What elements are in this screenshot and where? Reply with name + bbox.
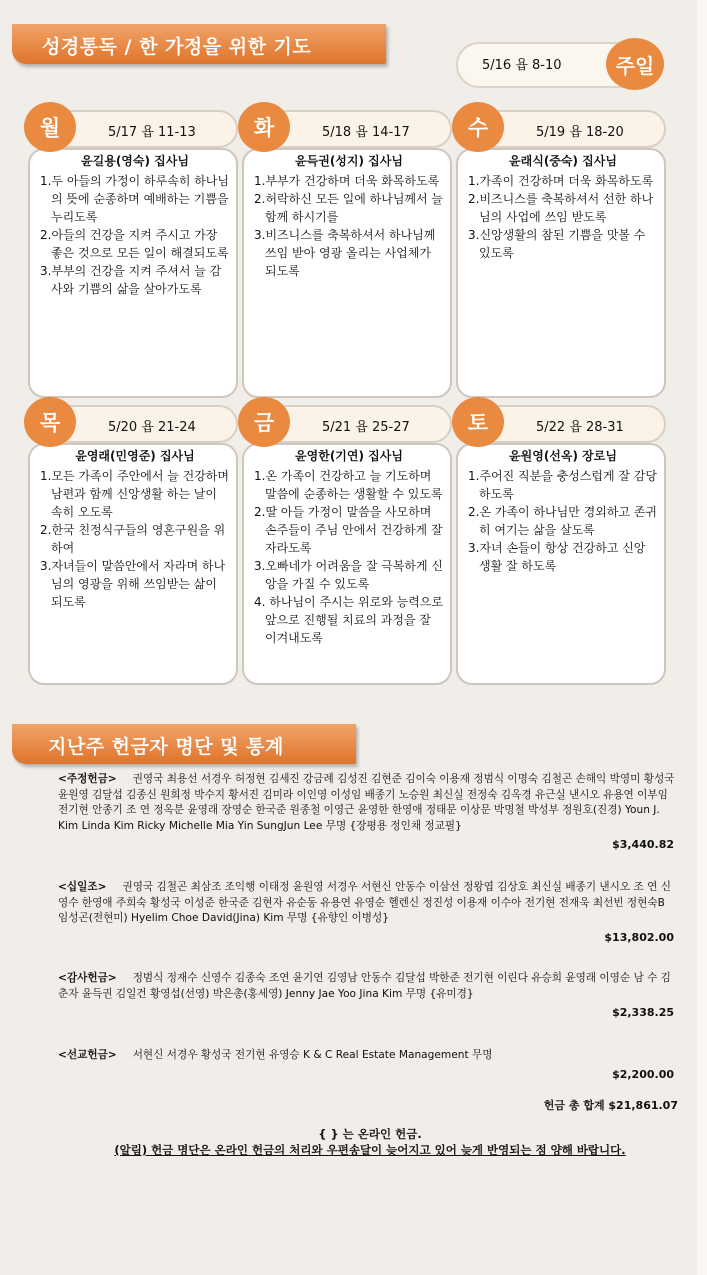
prayer-item: 1.모든 가족이 주안에서 늘 건강하며 남편과 함께 신앙생활 하는 날이 속히 오도록 [40, 469, 229, 519]
family-name: 윤영한(기연) 집사님 [295, 449, 403, 463]
prayer-item: 1.주어진 직분을 충성스럽게 잘 감당하도록 [468, 469, 657, 501]
offering-block-tithe [58, 880, 678, 945]
offering-block-mission [58, 1048, 678, 1082]
day-circle: 수 [452, 102, 504, 152]
day-card-body [456, 443, 666, 685]
prayer-item: 1.온 가족이 건강하고 늘 기도하며 말씀에 순종하는 생활할 수 있도록 [254, 469, 443, 501]
prayer-item: 3.자녀들이 말씀안에서 자라며 하나님의 영광을 위해 쓰임받는 삶이 되도록 [40, 559, 226, 609]
prayer-item: 2.온 가족이 하나님만 경외하고 존귀히 여기는 삶을 살도록 [468, 505, 657, 537]
offering-amount: $3,440.82 [612, 838, 674, 851]
family-name: 윤영래(민영준) 집사님 [75, 449, 195, 463]
family-name: 윤원영(선옥) 장로님 [509, 449, 617, 463]
day-reading-ref: 5/21 욥 25-27 [322, 420, 410, 435]
offering-text [58, 772, 678, 834]
prayer-item: 3.신앙생활의 참된 기쁨을 맛볼 수 있도록 [468, 228, 646, 260]
prayer-item: 3.비즈니스를 축복하셔서 하나님께 쓰임 받아 영광 올리는 사업체가 되도록 [254, 228, 436, 278]
sunday-reading-ref: 5/16 욥 8-10 [482, 58, 562, 73]
offering-names: 서현신 서경우 황성국 전기현 유영승 K & C Real Estate Management 무명 [132, 1049, 493, 1061]
notice-text: (알림) 헌금 명단은 온라인 헌금의 처리와 우편송달이 늦어지고 있어 늦게 반영되는 점 양해 바랍니다. [114, 1143, 626, 1157]
offering-amount: $2,338.25 [612, 1006, 674, 1019]
prayer-item: 2.딸 아들 가정이 말씀을 사모하며 손주들이 주님 안에서 건강하게 잘 자라도록 [254, 505, 443, 555]
day-reading-ref: 5/20 욥 21-24 [108, 420, 196, 435]
day-circle: 토 [452, 397, 504, 447]
offering-amount: $13,802.00 [604, 930, 674, 944]
day-card-body [456, 148, 666, 398]
day-reading-ref: 5/19 욥 18-20 [536, 125, 624, 140]
prayer-item: 3.자녀 손들이 항상 건강하고 신앙 생활 잘 하도록 [468, 541, 646, 573]
offering-banner: 지난주 헌금자 명단 및 통계 [12, 724, 356, 764]
prayer-item: 1.부부가 건강하며 더욱 화목하도록 [254, 174, 440, 188]
day-reading-ref: 5/22 욥 28-31 [536, 420, 624, 435]
offering-block-thanks [58, 971, 678, 1021]
offering-text [58, 1048, 678, 1064]
day-circle: 목 [24, 397, 76, 447]
day-card-body [242, 148, 452, 398]
prayer-item: 1.가족이 건강하며 더욱 화목하도록 [468, 174, 654, 188]
prayer-item: 2.아들의 건강을 지켜 주시고 가장 좋은 것으로 모든 일이 해결되도록 [40, 228, 229, 260]
offering-text [58, 880, 678, 927]
family-name: 윤길용(영숙) 집사님 [81, 154, 189, 168]
sunday-reading [456, 42, 662, 88]
offering-names: 정범식 정재수 신영수 김종숙 조연 윤기연 김영남 안동수 김달섭 박한준 전기현 이린다 유승희 윤영래 이영순 남 수 김춘자 윤득권 김일건 황영섭(선영) 박은총(홍세영) Jenny Jae Yoo Jina Kim 무명 {유미경} [58, 972, 671, 1000]
offering-label: <십일조> [58, 881, 107, 893]
day-reading-ref: 5/18 욥 14-17 [322, 125, 410, 140]
day-card-body [28, 148, 238, 398]
family-name: 윤득권(성지) 집사님 [295, 154, 403, 168]
prayer-item: 2.한국 친정식구들의 영혼구원을 위하여 [40, 523, 226, 555]
offering-block-weekly [58, 772, 678, 853]
offering-amount: $2,200.00 [612, 1067, 674, 1081]
offering-names: 권영국 최용선 서경우 허정현 김세진 강금례 김성진 김현준 김이숙 이용재 정범식 이명숙 김철곤 손해익 박영미 황성국 윤원영 김달섭 김종신 원희정 박수지 황서진 김미라 이인영 이성임 배종기 노승원 최신실 전정숙 김옥경 유근실 낸시오 유용연 이부임 전기현 안종기 조 연 정옥분 윤영래 장영순 한국준 원종철 이영근 윤영한 한영애 정태문 이상문 박명철 박성부 정원호(진경) Youn J. Kim Linda Kim Ricky Michelle Mia Yin SungJun Lee 무명 {장평용 정인채 정교필} [58, 773, 675, 832]
family-name: 윤래식(중숙) 집사님 [509, 154, 617, 168]
offering-label: <선교헌금> [58, 1049, 117, 1061]
day-card-body [242, 443, 452, 685]
sunday-circle: 주일 [606, 38, 664, 90]
day-circle: 화 [238, 102, 290, 152]
day-circle: 월 [24, 102, 76, 152]
prayer-item: 3.오빠네가 어려움을 잘 극복하게 신앙을 가질 수 있도록 [254, 559, 443, 591]
day-reading-ref: 5/17 욥 11-13 [108, 125, 196, 140]
offering-total: 헌금 총 합계 $21,861.07 [543, 1099, 678, 1112]
prayer-banner: 성경통독 / 한 가정을 위한 기도 [12, 24, 386, 64]
online-note: { } 는 온라인 헌금. [318, 1127, 422, 1141]
prayer-item: 3.부부의 건강을 지켜 주셔서 늘 감사와 기쁨의 삶을 살아가도록 [40, 264, 222, 296]
day-card-body [28, 443, 238, 685]
offering-label: <주정헌금> [58, 773, 117, 785]
prayer-item: 2.허락하신 모든 일에 하나님께서 늘 함께 하시기를 [254, 192, 443, 224]
page-edge [697, 0, 707, 1275]
offering-text [58, 971, 678, 1002]
prayer-item: 4. 하나님이 주시는 위로와 능력으로 앞으로 진행될 치료의 과정을 잘 이겨내도록 [254, 595, 443, 645]
prayer-item: 1.두 아들의 가정이 하루속히 하나님의 뜻에 순종하며 예배하는 기쁨을 누리도록 [40, 174, 229, 224]
offering-names: 권영국 김철곤 최삼조 조익행 이태정 윤원영 서경우 서현신 안동수 이삼선 정왕엽 김상호 최신실 배종기 낸시오 조 연 신영수 한영애 주희숙 황성국 이성준 한국준 김현자 유순동 유용연 유영순 헬렌신 정진성 이용재 이수아 전기현 전재욱 최선빈 정현숙B 임성곤(전현미) Hyelim Choe David(Jina) Kim 무명 {유향인 이병성} [58, 881, 671, 924]
prayer-item: 2.비즈니스를 축복하셔서 선한 하나님의 사업에 쓰임 받도록 [468, 192, 654, 224]
offering-label: <감사헌금> [58, 972, 117, 984]
day-circle: 금 [238, 397, 290, 447]
